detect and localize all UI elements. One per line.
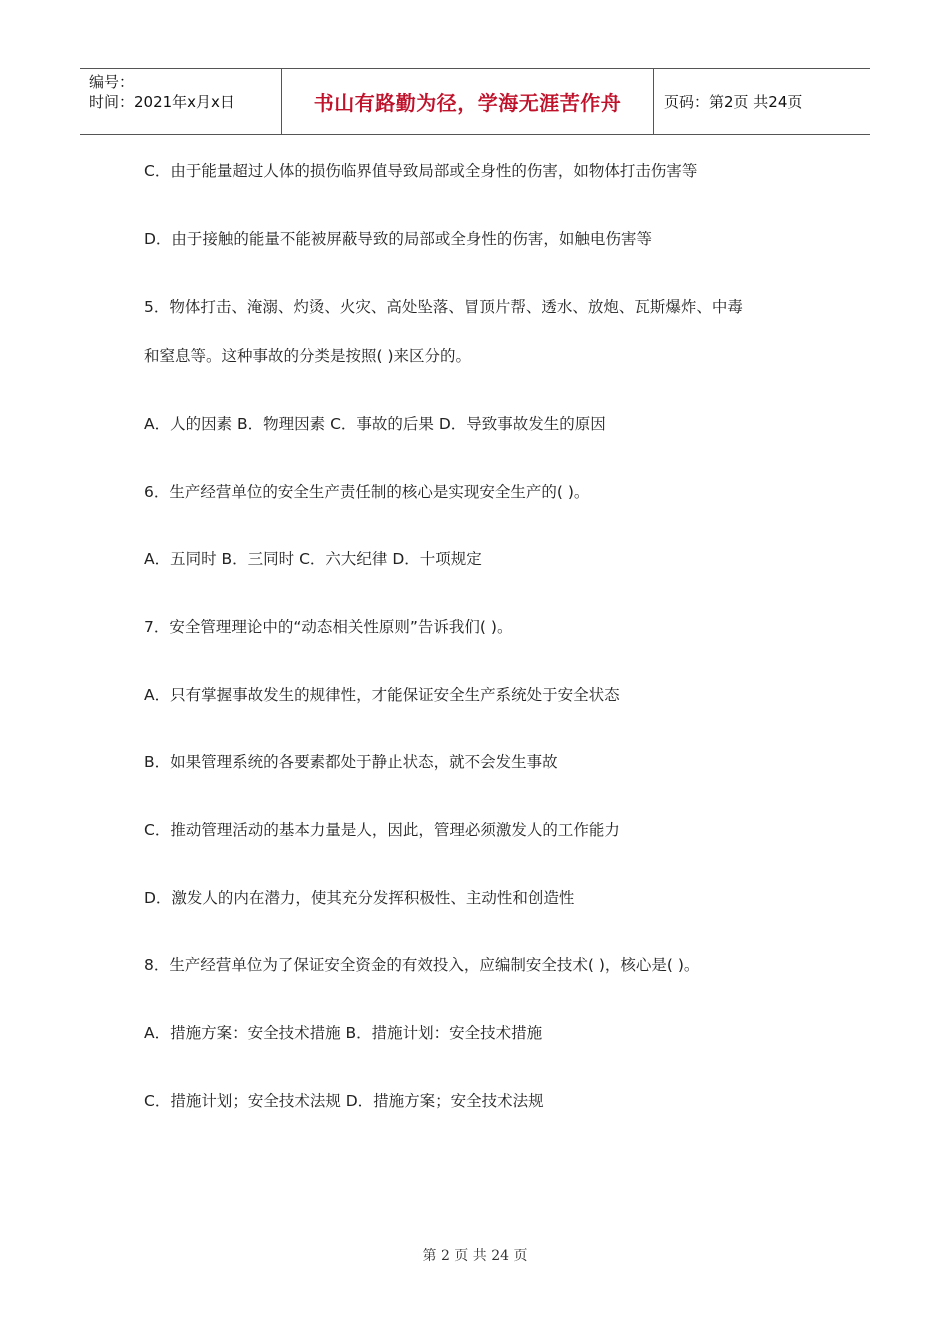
text-line: D．激发人的内在潜力，使其充分发挥积极性、主动性和创造性: [144, 889, 575, 907]
text-line: 7．安全管理理论中的“动态相关性原则”告诉我们( )。: [144, 618, 513, 636]
page-info-text: 页码：第2页 共24页: [664, 93, 803, 111]
text-line: C．措施计划；安全技术法规 D．措施方案；安全技术法规: [144, 1092, 544, 1110]
text-line: A．只有掌握事故发生的规律性，才能保证安全生产系统处于安全状态: [144, 686, 620, 704]
page-header: [80, 68, 870, 135]
header-meta: [80, 69, 282, 134]
text-line: 6．生产经营单位的安全生产责任制的核心是实现安全生产的( )。: [144, 483, 590, 501]
header-motto: [282, 69, 654, 134]
time-label: 时间：2021年x月x日: [89, 93, 235, 111]
text-line: B．如果管理系统的各要素都处于静止状态，就不会发生事故: [144, 753, 558, 771]
motto-text: 书山有路勤为径，学海无涯苦作舟: [313, 91, 622, 115]
text-line: A．五同时 B．三同时 C．六大纪律 D．十项规定: [144, 550, 482, 568]
text-line: C．由于能量超过人体的损伤临界值导致局部或全身性的伤害，如物体打击伤害等: [144, 162, 698, 180]
text-line: 8．生产经营单位为了保证安全资金的有效投入，应编制安全技术( )，核心是( )。: [144, 956, 700, 974]
text-line: 5．物体打击、淹溺、灼烫、火灾、高处坠落、冒顶片帮、透水、放炮、瓦斯爆炸、中毒: [144, 298, 743, 316]
code-label: 编号：: [89, 73, 135, 91]
text-line: C．推动管理活动的基本力量是人，因此，管理必须激发人的工作能力: [144, 821, 620, 839]
text-line: A．措施方案：安全技术措施 B．措施计划：安全技术措施: [144, 1024, 543, 1042]
page-footer: 第 2 页 共 24 页: [422, 1248, 528, 1264]
text-line: D．由于接触的能量不能被屏蔽导致的局部或全身性的伤害，如触电伤害等: [144, 230, 652, 248]
text-line: A．人的因素 B．物理因素 C．事故的后果 D．导致事故发生的原因: [144, 415, 606, 433]
header-page-info: [654, 69, 870, 134]
text-line: 和窒息等。这种事故的分类是按照( )来区分的。: [144, 347, 472, 365]
